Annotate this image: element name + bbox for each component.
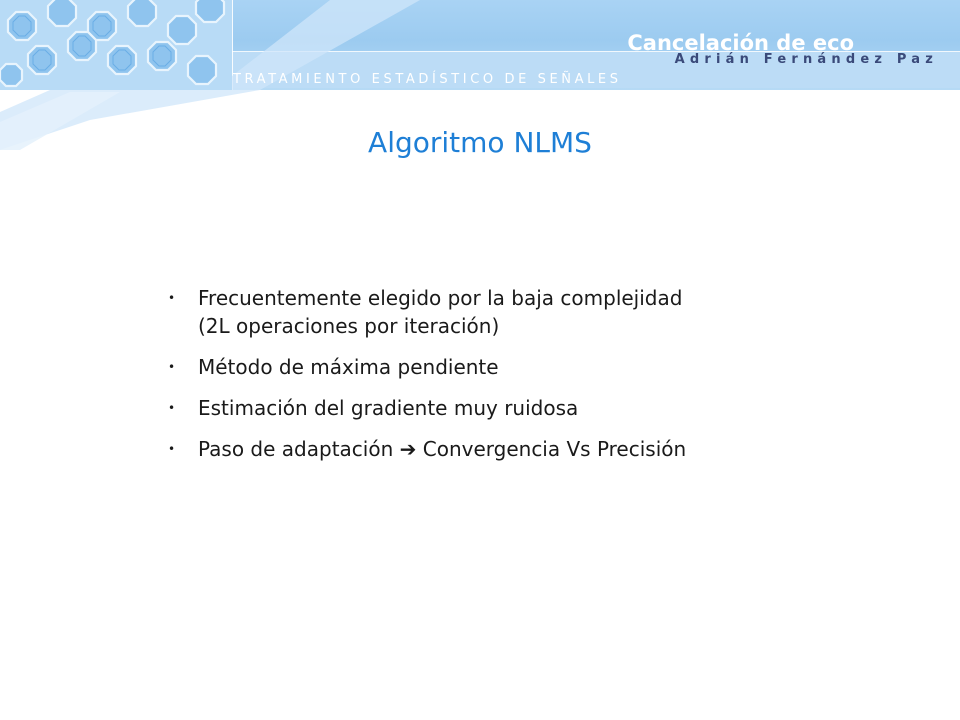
author-name: Adrián Fernández Paz bbox=[674, 52, 938, 67]
bullet-text: Paso de adaptación bbox=[198, 437, 394, 461]
bullet-text: Método de máxima pendiente bbox=[198, 355, 499, 379]
list-item bbox=[162, 435, 802, 463]
bullet-text: Estimación del gradiente muy ruidosa bbox=[198, 396, 579, 420]
list-item bbox=[162, 353, 802, 381]
bullet-list bbox=[162, 284, 802, 476]
section-label: TRATAMIENTO ESTADÍSTICO DE SEÑALES bbox=[233, 72, 622, 87]
bullet-icon: • bbox=[168, 442, 176, 456]
list-item bbox=[162, 284, 802, 340]
list-item bbox=[162, 394, 802, 422]
bullet-text: Frecuentemente elegido por la baja complejidad bbox=[198, 286, 683, 310]
arrow-right-icon: ➔ bbox=[399, 437, 417, 461]
bullet-text-after-arrow: Convergencia Vs Precisión bbox=[422, 437, 687, 461]
bullet-icon: • bbox=[168, 401, 176, 415]
bullet-icon: • bbox=[168, 360, 176, 374]
slide-title: Algoritmo NLMS bbox=[368, 126, 592, 159]
deck-title: Cancelación de eco bbox=[627, 31, 854, 55]
bullet-icon: • bbox=[168, 291, 176, 305]
bullet-text-continued: (2L operaciones por iteración) bbox=[198, 314, 500, 338]
